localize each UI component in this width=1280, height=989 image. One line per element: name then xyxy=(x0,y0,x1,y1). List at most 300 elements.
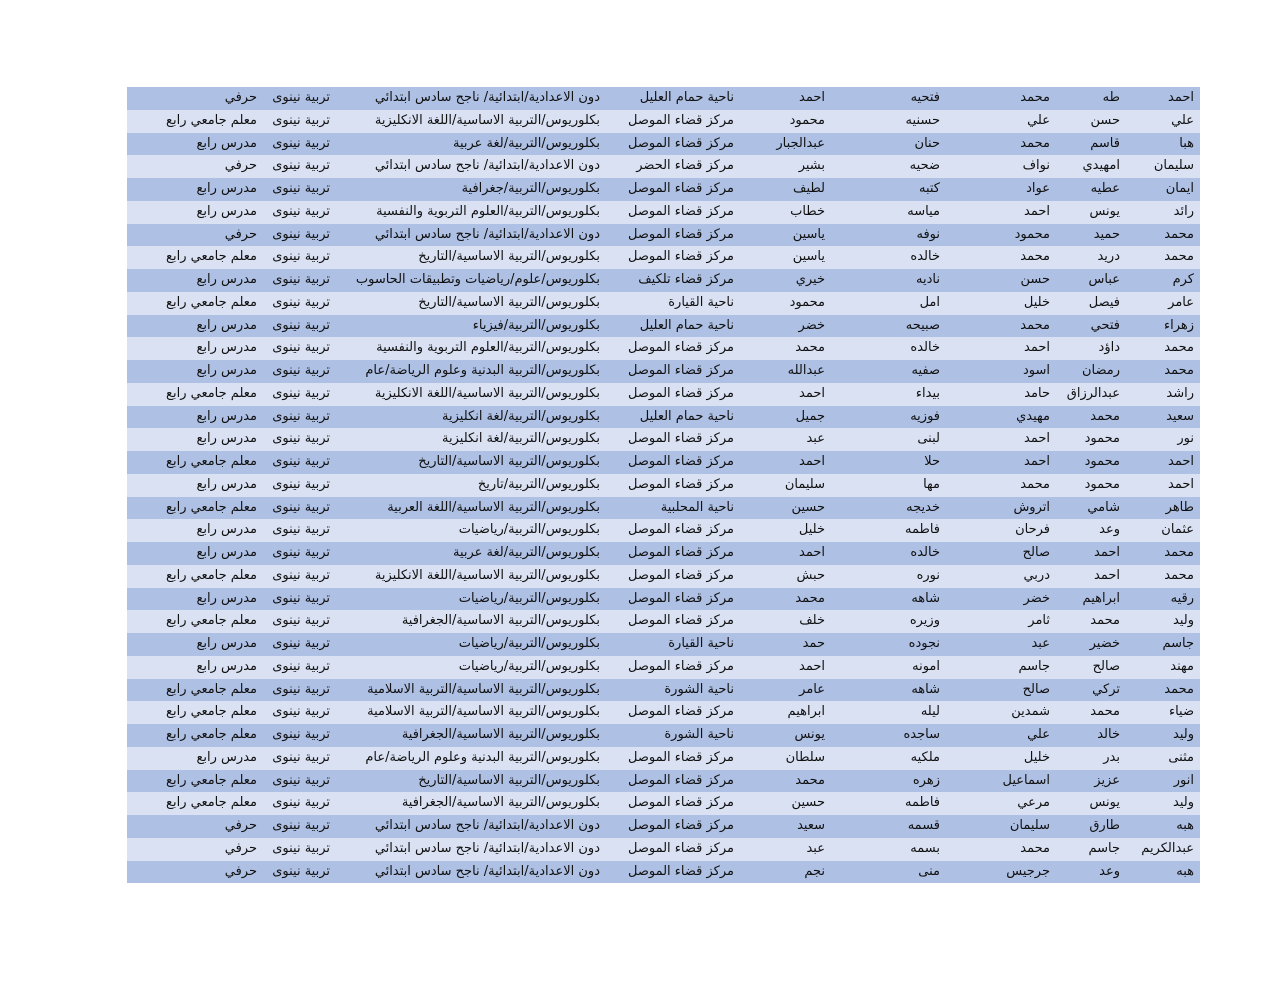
grandfather-name-cell: علي xyxy=(1027,727,1050,742)
first-name-cell: احمد xyxy=(1168,90,1194,105)
table-row xyxy=(127,838,1200,861)
directorate-cell: تربية نينوى xyxy=(272,363,330,378)
first-name-cell: ايمان xyxy=(1165,181,1194,196)
grandfather-name-cell: محمد xyxy=(1020,135,1050,151)
table-row xyxy=(127,679,1200,702)
location-cell: مركز قضاء الموصل xyxy=(627,454,734,469)
father-name-cell: عطيه xyxy=(1090,181,1120,196)
directorate-cell: تربية نينوى xyxy=(272,727,330,742)
mother-name-cell: فاطمه xyxy=(904,522,940,538)
mother-name-cell: خالده xyxy=(910,340,940,356)
location-cell: مركز قضاء الموصل xyxy=(627,772,734,788)
mother-father-name-cell: جميل xyxy=(795,408,825,424)
grandfather-name-cell: اسود xyxy=(1022,363,1050,378)
mother-father-name-cell: عبد xyxy=(806,431,825,447)
first-name-cell: رقيه xyxy=(1170,590,1194,606)
job-title-cell: حرفي xyxy=(224,863,257,879)
directorate-cell: تربية نينوى xyxy=(272,476,330,492)
job-title-cell: معلم جامعي رابع xyxy=(166,499,257,515)
father-name-cell: داؤد xyxy=(1098,340,1120,356)
table-row xyxy=(127,770,1200,793)
table-row xyxy=(127,861,1200,884)
directorate-cell: تربية نينوى xyxy=(272,681,330,697)
mother-father-name-cell: عامر xyxy=(799,681,825,697)
mother-father-name-cell: عبدالجبار xyxy=(776,135,825,151)
mother-name-cell: فتحيه xyxy=(910,90,940,105)
mother-name-cell: ضحيه xyxy=(909,158,940,174)
first-name-cell: رائد xyxy=(1173,203,1194,219)
location-cell: ناحية حمام العليل xyxy=(639,408,734,424)
mother-name-cell: لبنى xyxy=(917,431,940,447)
location-cell: مركز قضاء الموصل xyxy=(627,658,734,674)
job-title-cell: حرفي xyxy=(224,818,257,833)
location-cell: ناحية القيارة xyxy=(668,636,734,651)
mother-father-name-cell: خلف xyxy=(799,613,825,629)
mother-father-name-cell: حمد xyxy=(802,636,825,651)
qualification-cell: بكلوريوس/التربية/لغة عربية xyxy=(452,135,600,151)
job-title-cell: مدرس رابع xyxy=(196,749,257,765)
first-name-cell: عبدالكريم xyxy=(1141,840,1194,856)
directorate-cell: تربية نينوى xyxy=(272,772,330,788)
mother-name-cell: نوره xyxy=(916,567,940,583)
mother-father-name-cell: حسين xyxy=(791,499,825,515)
first-name-cell: طاهر xyxy=(1165,499,1194,515)
table-row xyxy=(127,383,1200,406)
table-row xyxy=(127,178,1200,201)
grandfather-name-cell: محمد xyxy=(1020,317,1050,333)
father-name-cell: صالح xyxy=(1092,658,1120,674)
grandfather-name-cell: دربي xyxy=(1023,567,1050,583)
location-cell: مركز قضاء الموصل xyxy=(627,795,734,811)
directorate-cell: تربية نينوى xyxy=(272,90,330,105)
grandfather-name-cell: علي xyxy=(1027,112,1050,128)
first-name-cell: راشد xyxy=(1166,385,1194,401)
job-title-cell: مدرس رابع xyxy=(196,636,257,651)
directorate-cell: تربية نينوى xyxy=(272,545,330,560)
location-cell: مركز قضاء الموصل xyxy=(627,431,734,447)
table-row xyxy=(127,224,1200,247)
job-title-cell: مدرس رابع xyxy=(196,590,257,606)
directorate-cell: تربية نينوى xyxy=(272,749,330,765)
directorate-cell: تربية نينوى xyxy=(272,181,330,196)
mother-father-name-cell: محمود xyxy=(789,294,825,310)
mother-name-cell: نوفه xyxy=(916,226,940,242)
mother-father-name-cell: سعيد xyxy=(797,818,825,833)
father-name-cell: خضير xyxy=(1089,636,1120,651)
father-name-cell: محمد xyxy=(1090,613,1120,629)
father-name-cell: محمود xyxy=(1084,431,1120,447)
first-name-cell: هبا xyxy=(1179,135,1194,151)
directorate-cell: تربية نينوى xyxy=(272,499,330,515)
qualification-cell: بكلوريوس/التربية الاساسية/اللغة الانكليزية xyxy=(374,385,600,401)
first-name-cell: محمد xyxy=(1164,363,1194,378)
job-title-cell: حرفي xyxy=(224,158,257,174)
qualification-cell: دون الاعدادية/ابتدائية/ ناجح سادس ابتدائي xyxy=(374,863,600,879)
qualification-cell: بكلوريوس/التربية/رياضيات xyxy=(458,658,600,674)
directorate-cell: تربية نينوى xyxy=(272,431,330,447)
location-cell: ناحية الشورة xyxy=(664,681,734,697)
job-title-cell: معلم جامعي رابع xyxy=(166,294,257,310)
mother-father-name-cell: احمد xyxy=(799,90,825,105)
first-name-cell: زهراء xyxy=(1163,317,1194,333)
father-name-cell: محمود xyxy=(1084,476,1120,492)
job-title-cell: مدرس رابع xyxy=(196,522,257,538)
table-row xyxy=(127,815,1200,838)
qualification-cell: دون الاعدادية/ابتدائية/ ناجح سادس ابتدائي xyxy=(374,90,600,105)
mother-name-cell: امونه xyxy=(912,658,940,674)
directorate-cell: تربية نينوى xyxy=(272,135,330,151)
father-name-cell: جاسم xyxy=(1088,840,1120,856)
first-name-cell: نور xyxy=(1177,431,1194,447)
location-cell: مركز قضاء الموصل xyxy=(627,135,734,151)
mother-name-cell: نجوده xyxy=(908,636,940,651)
first-name-cell: احمد xyxy=(1168,476,1194,492)
directorate-cell: تربية نينوى xyxy=(272,613,330,629)
father-name-cell: امهيدي xyxy=(1082,158,1120,174)
location-cell: مركز قضاء الحضر xyxy=(636,158,734,174)
table-row xyxy=(127,588,1200,611)
grandfather-name-cell: صالح xyxy=(1022,681,1050,697)
table-row xyxy=(127,87,1200,110)
first-name-cell: سعيد xyxy=(1166,408,1194,424)
table-row xyxy=(127,292,1200,315)
directorate-cell: تربية نينوى xyxy=(272,158,330,174)
directorate-cell: تربية نينوى xyxy=(272,840,330,856)
father-name-cell: خالد xyxy=(1097,727,1120,742)
grandfather-name-cell: صالح xyxy=(1022,545,1050,560)
grandfather-name-cell: نواف xyxy=(1022,158,1050,174)
father-name-cell: فيصل xyxy=(1088,294,1120,310)
mother-father-name-cell: خيري xyxy=(795,272,825,287)
directorate-cell: تربية نينوى xyxy=(272,795,330,811)
location-cell: مركز قضاء الموصل xyxy=(627,340,734,356)
directorate-cell: تربية نينوى xyxy=(272,249,330,265)
grandfather-name-cell: عواد xyxy=(1026,181,1050,196)
mother-father-name-cell: محمد xyxy=(795,340,825,356)
grandfather-name-cell: خضر xyxy=(1023,590,1050,606)
qualification-cell: بكلوريوس/التربية الاساسية/التاريخ xyxy=(418,454,600,469)
mother-name-cell: ساجده xyxy=(903,727,940,742)
grandfather-name-cell: احمد xyxy=(1024,340,1050,356)
father-name-cell: دريد xyxy=(1097,249,1120,265)
mother-name-cell: منى xyxy=(918,863,940,879)
location-cell: مركز قضاء الموصل xyxy=(627,249,734,265)
first-name-cell: محمد xyxy=(1164,545,1194,560)
job-title-cell: حرفي xyxy=(224,90,257,105)
location-cell: مركز قضاء الموصل xyxy=(627,749,734,765)
first-name-cell: عثمان xyxy=(1161,522,1194,538)
location-cell: مركز قضاء الموصل xyxy=(627,840,734,856)
job-title-cell: معلم جامعي رابع xyxy=(166,454,257,469)
first-name-cell: محمد xyxy=(1164,681,1194,697)
table-row xyxy=(127,337,1200,360)
job-title-cell: مدرس رابع xyxy=(196,658,257,674)
mother-father-name-cell: عبد xyxy=(806,840,825,856)
job-title-cell: معلم جامعي رابع xyxy=(166,727,257,742)
mother-father-name-cell: ياسين xyxy=(792,249,825,265)
grandfather-name-cell: احمد xyxy=(1024,203,1050,219)
qualification-cell: دون الاعدادية/ابتدائية/ ناجح سادس ابتدائي xyxy=(374,158,600,174)
table-row xyxy=(127,747,1200,770)
job-title-cell: معلم جامعي رابع xyxy=(166,704,257,720)
qualification-cell: بكلوريوس/التربية الاساسية/اللغة الانكليزية xyxy=(374,112,600,128)
directorate-cell: تربية نينوى xyxy=(272,340,330,356)
mother-father-name-cell: عبدالله xyxy=(787,363,825,378)
grandfather-name-cell: عبد xyxy=(1031,636,1050,651)
table-row xyxy=(127,269,1200,292)
grandfather-name-cell: فرحان xyxy=(1015,522,1050,538)
mother-name-cell: خديجه xyxy=(906,499,940,515)
location-cell: مركز قضاء الموصل xyxy=(627,613,734,629)
directorate-cell: تربية نينوى xyxy=(272,590,330,606)
job-title-cell: مدرس رابع xyxy=(196,545,257,560)
location-cell: مركز قضاء الموصل xyxy=(627,112,734,128)
mother-name-cell: بسمه xyxy=(910,840,940,856)
first-name-cell: هبه xyxy=(1176,818,1194,833)
father-name-cell: طارق xyxy=(1089,818,1120,833)
qualification-cell: بكلوريوس/التربية/لغة انكليزية xyxy=(442,431,600,447)
mother-name-cell: ناديه xyxy=(916,272,940,287)
grandfather-name-cell: احمد xyxy=(1024,454,1050,469)
grandfather-name-cell: حامد xyxy=(1024,385,1050,401)
qualification-cell: دون الاعدادية/ابتدائية/ ناجح سادس ابتدائي xyxy=(374,818,600,833)
mother-father-name-cell: محمود xyxy=(789,112,825,128)
mother-father-name-cell: يونس xyxy=(794,727,825,742)
job-title-cell: حرفي xyxy=(224,226,257,242)
mother-name-cell: وزيره xyxy=(909,613,940,629)
mother-name-cell: صبيحه xyxy=(905,317,940,333)
directorate-cell: تربية نينوى xyxy=(272,863,330,879)
first-name-cell: ضياء xyxy=(1168,704,1194,720)
mother-name-cell: ملكيه xyxy=(910,749,940,765)
qualification-cell: بكلوريوس/التربية/رياضيات xyxy=(458,590,600,606)
directorate-cell: تربية نينوى xyxy=(272,408,330,424)
directorate-cell: تربية نينوى xyxy=(272,818,330,833)
table-row xyxy=(127,201,1200,224)
mother-father-name-cell: حسين xyxy=(791,795,825,811)
father-name-cell: محمود xyxy=(1084,454,1120,469)
directorate-cell: تربية نينوى xyxy=(272,522,330,538)
directorate-cell: تربية نينوى xyxy=(272,226,330,242)
qualification-cell: دون الاعدادية/ابتدائية/ ناجح سادس ابتدائي xyxy=(374,226,600,242)
job-title-cell: معلم جامعي رابع xyxy=(166,567,257,583)
directorate-cell: تربية نينوى xyxy=(272,658,330,674)
job-title-cell: معلم جامعي رابع xyxy=(166,613,257,629)
directorate-cell: تربية نينوى xyxy=(272,385,330,401)
mother-name-cell: حنان xyxy=(914,135,940,151)
job-title-cell: مدرس رابع xyxy=(196,431,257,447)
first-name-cell: مثنى xyxy=(1168,749,1194,765)
mother-father-name-cell: بشير xyxy=(798,158,825,174)
grandfather-name-cell: احمد xyxy=(1024,431,1050,447)
qualification-cell: بكلوريوس/التربية الاساسية/الجغرافية xyxy=(401,613,600,629)
grandfather-name-cell: محمد xyxy=(1020,90,1050,105)
qualification-cell: بكلوريوس/التربية الاساسية/اللغة العربية xyxy=(387,499,600,515)
grandfather-name-cell: اسماعيل xyxy=(1002,772,1050,788)
job-title-cell: مدرس رابع xyxy=(196,317,257,333)
qualification-cell: بكلوريوس/التربية/تاريخ xyxy=(477,476,600,492)
qualification-cell: بكلوريوس/التربية البدنية وعلوم الرياضة/عام xyxy=(365,749,600,765)
location-cell: مركز قضاء الموصل xyxy=(627,545,734,560)
table-row xyxy=(127,792,1200,815)
location-cell: ناحية القيارة xyxy=(668,294,734,310)
qualification-cell: دون الاعدادية/ابتدائية/ ناجح سادس ابتدائي xyxy=(374,840,600,856)
mother-father-name-cell: احمد xyxy=(799,545,825,560)
location-cell: مركز قضاء الموصل xyxy=(627,522,734,538)
table-row xyxy=(127,474,1200,497)
directorate-cell: تربية نينوى xyxy=(272,704,330,720)
father-name-cell: فتحي xyxy=(1090,317,1120,333)
first-name-cell: محمد xyxy=(1164,249,1194,265)
grandfather-name-cell: مرعي xyxy=(1017,795,1050,811)
mother-name-cell: حسنيه xyxy=(905,112,940,128)
grandfather-name-cell: شمدين xyxy=(1011,704,1050,720)
mother-name-cell: حلا xyxy=(924,454,940,469)
father-name-cell: وعد xyxy=(1099,522,1120,538)
first-name-cell: احمد xyxy=(1168,454,1194,469)
table-row xyxy=(127,497,1200,520)
first-name-cell: كرم xyxy=(1172,272,1194,287)
father-name-cell: محمد xyxy=(1090,408,1120,424)
first-name-cell: عامر xyxy=(1168,294,1194,310)
mother-father-name-cell: خليل xyxy=(798,522,825,538)
mother-name-cell: فوزيه xyxy=(910,408,940,424)
qualification-cell: بكلوريوس/التربية/فيزياء xyxy=(472,317,600,333)
first-name-cell: علي xyxy=(1171,112,1194,128)
father-name-cell: ابراهيم xyxy=(1082,590,1120,606)
first-name-cell: انور xyxy=(1173,772,1194,788)
table-row xyxy=(127,133,1200,156)
directorate-cell: تربية نينوى xyxy=(272,567,330,583)
location-cell: مركز قضاء تلكيف xyxy=(638,272,734,287)
location-cell: ناحية حمام العليل xyxy=(639,90,734,105)
location-cell: مركز قضاء الموصل xyxy=(627,863,734,879)
grandfather-name-cell: محمد xyxy=(1020,249,1050,265)
directorate-cell: تربية نينوى xyxy=(272,636,330,651)
directorate-cell: تربية نينوى xyxy=(272,294,330,310)
mother-name-cell: فاطمه xyxy=(904,795,940,811)
location-cell: مركز قضاء الموصل xyxy=(627,704,734,720)
job-title-cell: معلم جامعي رابع xyxy=(166,112,257,128)
grandfather-name-cell: حسن xyxy=(1020,272,1050,287)
directorate-cell: تربية نينوى xyxy=(272,203,330,219)
table-row xyxy=(127,428,1200,451)
table-row xyxy=(127,155,1200,178)
table-row xyxy=(127,610,1200,633)
qualification-cell: بكلوريوس/التربية الاساسية/التربية الاسلامية xyxy=(367,704,600,720)
grandfather-name-cell: جرجيس xyxy=(1006,863,1050,879)
father-name-cell: يونس xyxy=(1089,795,1120,811)
qualification-cell: بكلوريوس/التربية/رياضيات xyxy=(458,522,600,538)
mother-name-cell: مها xyxy=(923,476,940,492)
first-name-cell: محمد xyxy=(1164,340,1194,356)
father-name-cell: عبدالرزاق xyxy=(1066,385,1120,401)
qualification-cell: بكلوريوس/التربية/لغة انكليزية xyxy=(442,408,600,424)
father-name-cell: شامي xyxy=(1087,499,1120,515)
job-title-cell: معلم جامعي رابع xyxy=(166,249,257,265)
mother-father-name-cell: احمد xyxy=(799,454,825,469)
qualification-cell: بكلوريوس/التربية/العلوم التربوية والنفسية xyxy=(376,340,600,356)
location-cell: مركز قضاء الموصل xyxy=(627,203,734,219)
grandfather-name-cell: جاسم xyxy=(1018,658,1050,674)
directorate-cell: تربية نينوى xyxy=(272,272,330,287)
mother-name-cell: شاهه xyxy=(911,590,940,606)
mother-father-name-cell: محمد xyxy=(795,772,825,788)
mother-father-name-cell: احمد xyxy=(799,658,825,674)
mother-name-cell: خالده xyxy=(910,545,940,560)
grandfather-name-cell: اتروش xyxy=(1013,499,1050,515)
mother-father-name-cell: خطاب xyxy=(790,203,825,219)
table-row xyxy=(127,656,1200,679)
location-cell: مركز قضاء الموصل xyxy=(627,363,734,378)
job-title-cell: معلم جامعي رابع xyxy=(166,772,257,788)
table-row xyxy=(127,633,1200,656)
location-cell: مركز قضاء الموصل xyxy=(627,181,734,196)
father-name-cell: عزيز xyxy=(1094,772,1120,788)
mother-name-cell: زهره xyxy=(912,772,940,788)
mother-father-name-cell: احمد xyxy=(799,385,825,401)
qualification-cell: بكلوريوس/التربية الاساسية/اللغة الانكليزية xyxy=(374,567,600,583)
mother-name-cell: خالده xyxy=(910,249,940,265)
first-name-cell: وليد xyxy=(1173,613,1194,629)
job-title-cell: مدرس رابع xyxy=(196,476,257,492)
table-row xyxy=(127,406,1200,429)
mother-father-name-cell: لطيف xyxy=(792,181,825,196)
father-name-cell: حسن xyxy=(1090,112,1120,128)
father-name-cell: قاسم xyxy=(1090,135,1120,151)
first-name-cell: وليد xyxy=(1173,795,1194,811)
qualification-cell: بكلوريوس/التربية/رياضيات xyxy=(458,636,600,651)
qualification-cell: بكلوريوس/التربية/لغة عربية xyxy=(452,545,600,560)
mother-name-cell: بيداء xyxy=(915,385,940,401)
mother-name-cell: ليله xyxy=(920,704,940,720)
mother-father-name-cell: ياسين xyxy=(792,226,825,242)
table-row xyxy=(127,701,1200,724)
first-name-cell: جاسم xyxy=(1162,636,1194,651)
table-row xyxy=(127,360,1200,383)
mother-name-cell: شاهه xyxy=(911,681,940,697)
spreadsheet-table xyxy=(127,87,1200,883)
first-name-cell: محمد xyxy=(1164,226,1194,242)
job-title-cell: مدرس رابع xyxy=(196,408,257,424)
job-title-cell: مدرس رابع xyxy=(196,203,257,219)
table-row xyxy=(127,110,1200,133)
first-name-cell: وليد xyxy=(1173,727,1194,742)
location-cell: مركز قضاء الموصل xyxy=(627,567,734,583)
location-cell: ناحية المحلبية xyxy=(660,499,734,515)
qualification-cell: بكلوريوس/التربية/العلوم التربوية والنفسية xyxy=(376,203,600,219)
mother-name-cell: قسمه xyxy=(907,818,940,833)
qualification-cell: بكلوريوس/التربية الاساسية/الجغرافية xyxy=(401,795,600,811)
qualification-cell: بكلوريوس/علوم/رياضيات وتطبيقات الحاسوب xyxy=(355,272,600,287)
qualification-cell: بكلوريوس/التربية الاساسية/التاريخ xyxy=(418,772,600,788)
qualification-cell: بكلوريوس/التربية الاساسية/التربية الاسلامية xyxy=(367,681,600,697)
first-name-cell: هبه xyxy=(1176,863,1194,879)
job-title-cell: معلم جامعي رابع xyxy=(166,795,257,811)
first-name-cell: سليمان xyxy=(1153,158,1194,174)
mother-name-cell: مياسه xyxy=(907,203,940,219)
table-row xyxy=(127,565,1200,588)
table-row xyxy=(127,542,1200,565)
job-title-cell: مدرس رابع xyxy=(196,181,257,196)
father-name-cell: بدر xyxy=(1103,749,1120,765)
mother-name-cell: كتبه xyxy=(918,181,940,196)
qualification-cell: بكلوريوس/التربية الاساسية/التاريخ xyxy=(418,294,600,310)
father-name-cell: احمد xyxy=(1094,545,1120,560)
grandfather-name-cell: سليمان xyxy=(1009,818,1050,833)
location-cell: مركز قضاء الموصل xyxy=(627,226,734,242)
father-name-cell: احمد xyxy=(1094,567,1120,583)
